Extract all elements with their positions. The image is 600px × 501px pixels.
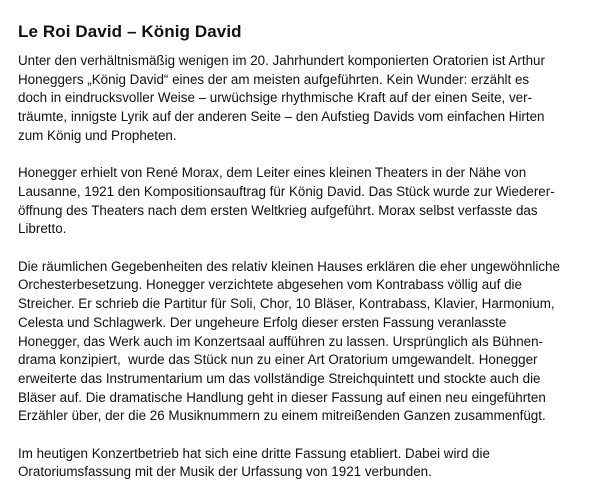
document-title: Le Roi David – König David [18,22,242,41]
paragraph-line: Bläser auf. Die dramatische Handlung geht in dieser Fassung auf einen neu eingeführten [18,389,546,405]
paragraph-line: Libretto. [18,221,67,237]
paragraph-orchestration [18,258,584,426]
paragraph-line: Lausanne, 1921 den Kompositionsauftrag für König David. Das Stück wurde zur Wiederer- [18,183,555,199]
paragraph-line: Honegger, das Werk auch im Konzertsaal aufführen zu lassen. Ursprünglich als Bühnen- [18,333,544,349]
paragraph-current-version [18,445,584,482]
paragraph-line: Oratoriumsfassung mit der Musik der Urfassung von 1921 verbunden. [18,464,432,480]
paragraph-line: Im heutigen Konzertbetrieb hat sich eine dritte Fassung etabliert. Dabei wird die [18,445,490,461]
paragraph-line: Orchesterbesetzung. Honegger verzichtete abgesehen vom Kontrabass völlig auf die [18,277,522,293]
paragraph-line: Die räumlichen Gegebenheiten des relativ kleinen Hauses erklären die eher ungewöhnliche [18,258,560,274]
paragraph-line: Honeggers „König David“ eines der am meisten aufgeführten. Kein Wunder: erzählt es [18,71,530,87]
paragraph-line: träumte, innigste Lyrik auf der anderen Seite – den Aufstieg Davids vom einfachen Hirten [18,109,545,125]
paragraph-line: Honegger erhielt von René Morax, dem Leiter eines kleinen Theaters in der Nähe von [18,165,527,181]
document-page [18,22,584,501]
paragraph-intro [18,52,584,146]
paragraph-commission [18,164,584,239]
paragraph-line: erweiterte das Instrumentarium um das vollständige Streichquintett und stockte auch die [18,370,541,386]
paragraph-line: Erzähler über, der die 26 Musiknummern zu einem mitreißenden Ganzen zusammenfügt. [18,408,546,424]
paragraph-line: Unter den verhältnismäßig wenigen im 20. Jahrhundert komponierten Oratorien ist Arthur [18,53,545,68]
paragraph-line: drama konzipiert, wurde das Stück nun zu einer Art Oratorium umgewandelt. Honegger [18,352,538,368]
paragraph-line: öffnung des Theaters nach dem ersten Weltkrieg aufgeführt. Morax selbst verfasste das [18,202,538,218]
paragraph-line: Streicher. Er schrieb die Partitur für Soli, Chor, 10 Bläser, Kontrabass, Klavier, Harmonium, [18,296,555,312]
paragraph-line: Celesta und Schlagwerk. Der ungeheure Erfolg dieser ersten Fassung veranlasste [18,314,507,330]
paragraph-line: zum König und Propheten. [18,127,177,143]
paragraph-line: doch in eindrucksvoller Weise – urwüchsige rhythmische Kraft auf der einen Seite, ver- [18,90,533,106]
